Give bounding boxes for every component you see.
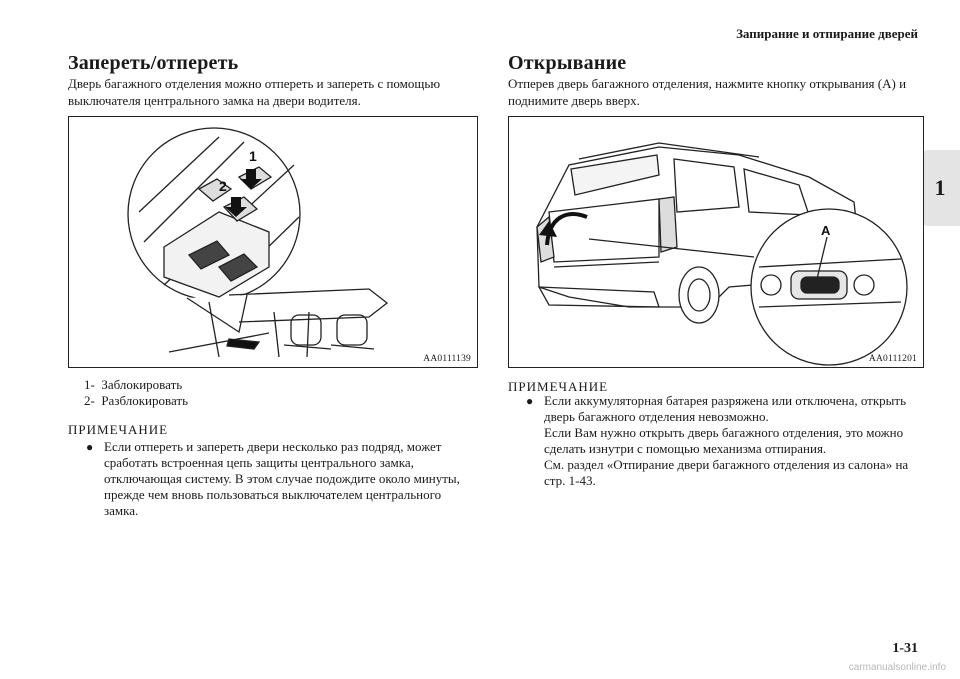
chapter-tab[interactable]: 1 (920, 150, 960, 226)
page-number: 1-31 (892, 641, 918, 656)
note-item (68, 439, 478, 519)
callout-1: 1 (249, 148, 257, 164)
tailgate-drawing (509, 117, 923, 367)
legend-item-lock: 1- Заблокировать (84, 377, 183, 392)
legend-item-unlock: 2- Разблокировать (84, 393, 189, 408)
figure-legend (84, 377, 188, 409)
note-text: Если отпереть и запереть двери несколько раз подряд, может сработать встроенная цепь защиты центрального замка, отключающая систему. В этом случае подождите около минуты, прежде чем вновь пользоваться выключателем центрального замка. (104, 439, 460, 518)
open-intro-text: Отперев дверь багажного отделения, нажмите кнопку открывания (A) и поднимите дверь вверх. (508, 76, 907, 108)
section-heading-open: Открывание (508, 52, 627, 74)
note-title: ПРИМЕЧАНИЕ (68, 422, 169, 437)
running-header: Запирание и отпирание дверей (736, 26, 918, 41)
note-text-reference: См. раздел «Отпирание двери багажного отделения из салона» на стр. 1-43. (544, 457, 909, 488)
callout-a: A (821, 223, 831, 238)
note-item (508, 393, 923, 489)
note-text-battery: Если аккумуляторная батарея разряжена или отключена, открыть дверь багажного отделения невозможно. (544, 393, 907, 424)
note-block-lock (68, 422, 478, 519)
figure-code: AA0111201 (868, 354, 917, 364)
note-title: ПРИМЕЧАНИЕ (508, 379, 609, 394)
note-block-open (508, 379, 923, 489)
note-text-inside: Если Вам нужно открыть дверь багажного отделения, это можно сделать изнутри с помощью механизма отпирания. (544, 425, 904, 456)
door-lock-switch-drawing (69, 117, 477, 367)
tailgate-opening-illustration (508, 116, 924, 368)
bullet-icon: ● (526, 394, 534, 408)
bullet-icon: ● (86, 440, 94, 454)
figure-code: AA0111139 (423, 354, 471, 364)
watermark: carmanualsonline.info (848, 662, 946, 673)
door-lock-switch-illustration (68, 116, 478, 368)
left-column (68, 52, 478, 109)
callout-2: 2 (219, 178, 227, 194)
right-column (508, 52, 923, 109)
section-heading-lock: Запереть/отпереть (68, 52, 239, 74)
lock-intro-text: Дверь багажного отделения можно отпереть и запереть с помощью выключателя центрального замка на двери водителя. (68, 76, 441, 108)
